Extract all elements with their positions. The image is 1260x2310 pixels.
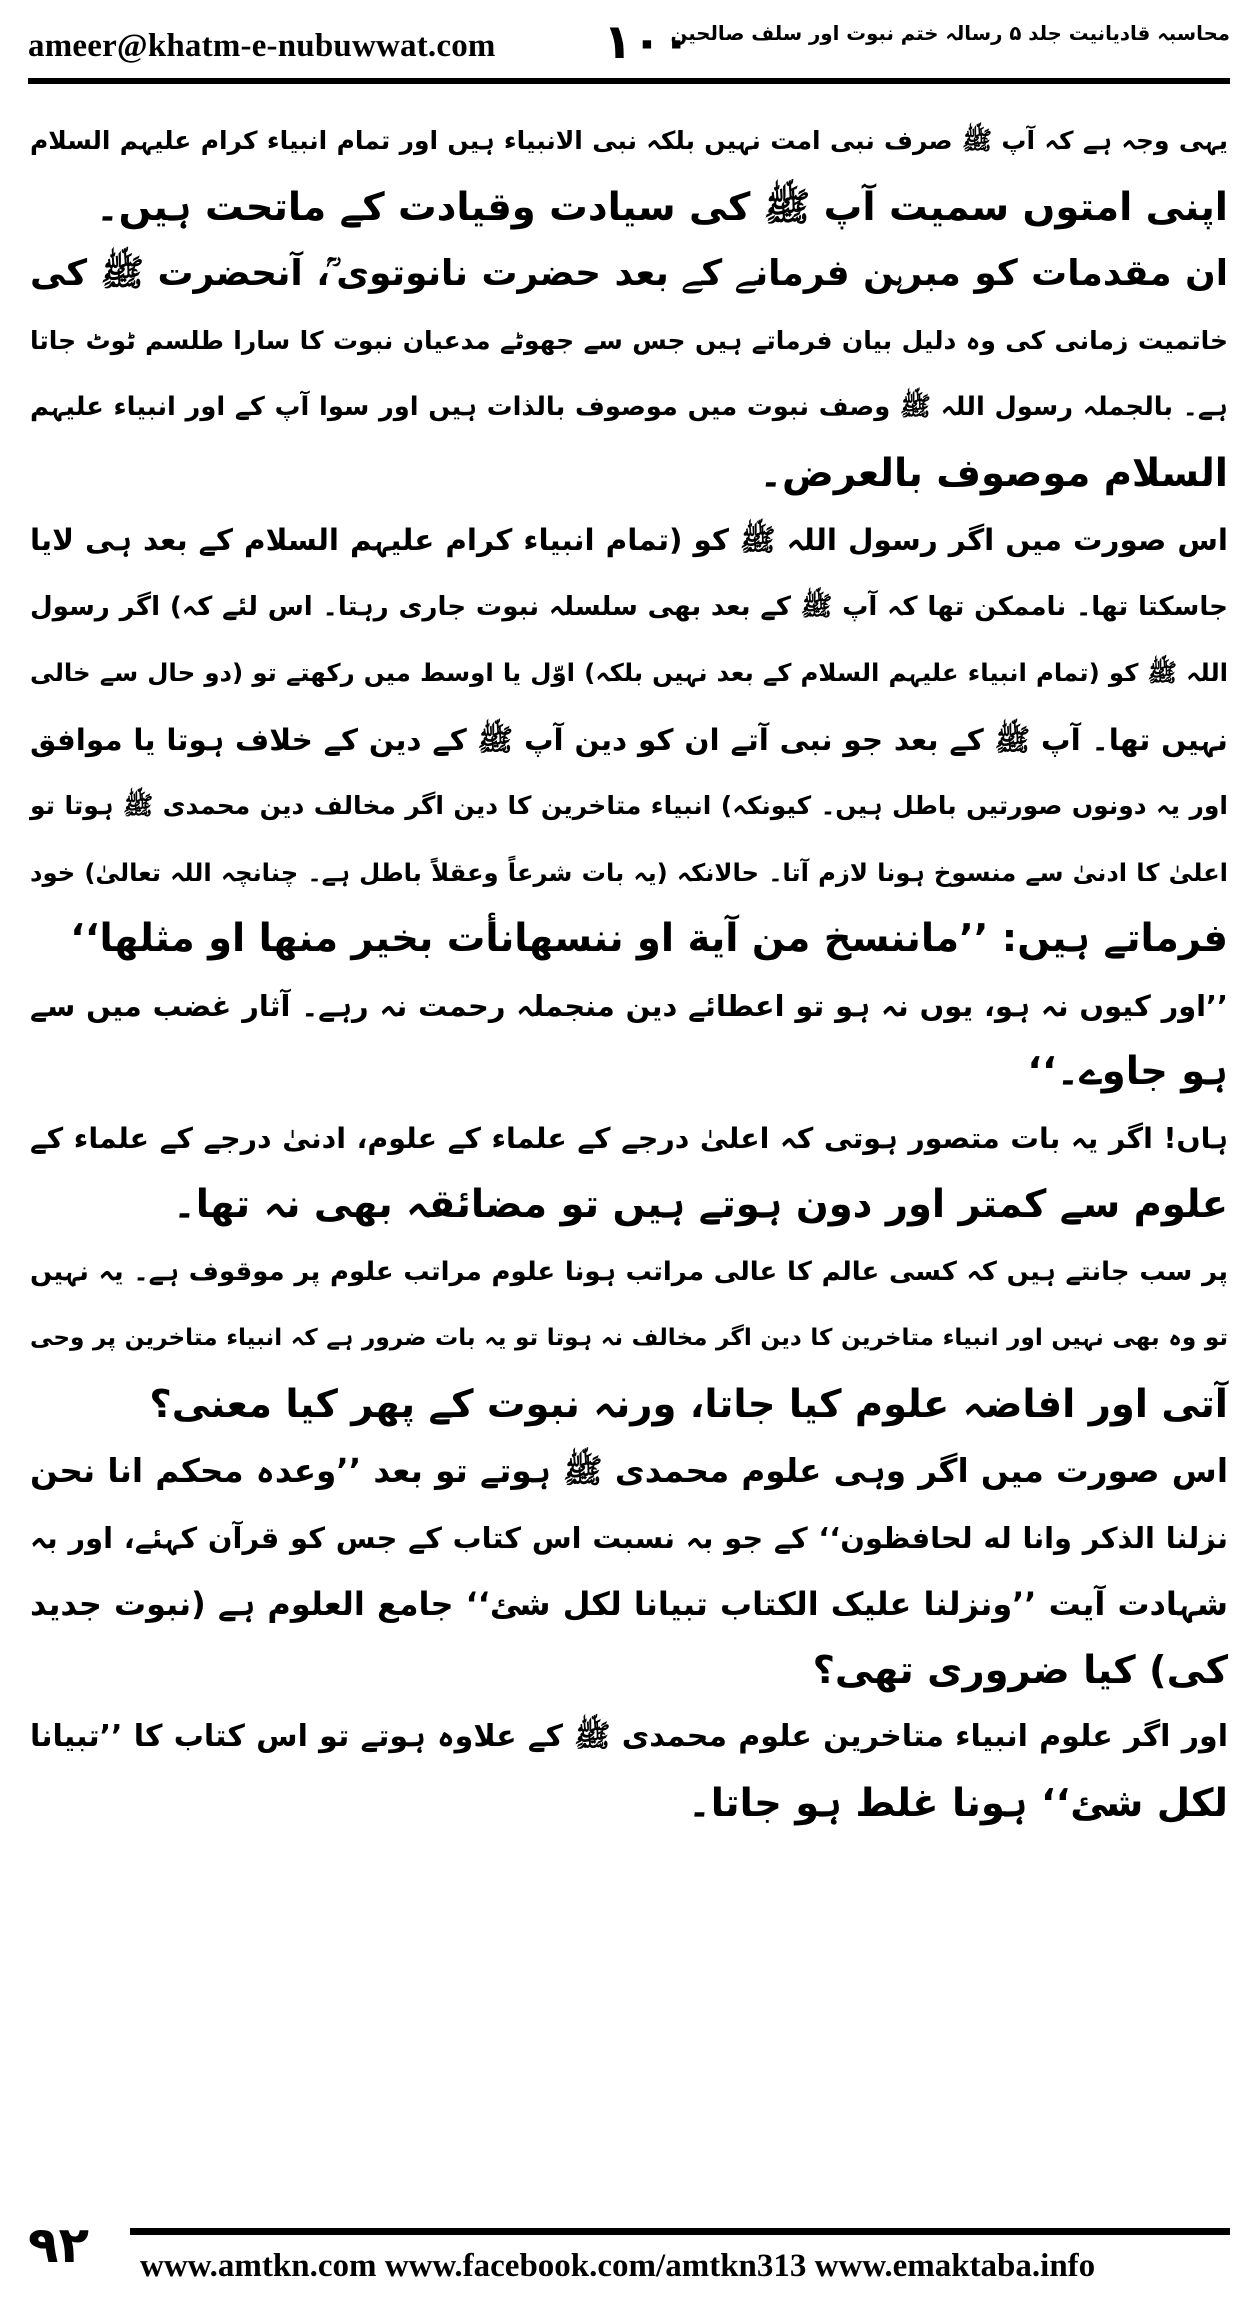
text-line: جاسکتا تھا۔ ناممکن تھا کہ آپ ﷺ کے بعد بھی سلسلہ نبوت جاری رہتا۔ اس لئے کہ) اگر رسول: [30, 591, 1228, 622]
text-line: شہادت آیت ’’ونزلنا علیک الکتاب تبیانا لکل شئ‘‘ جامع العلوم ہے (نبوت جدید: [30, 1585, 1228, 1623]
text-line: ہاں! اگر یہ بات متصور ہوتی کہ اعلیٰ درجے کے علماء کے علوم، ادنیٰ درجے کے علماء کے: [30, 1121, 1228, 1155]
text-line: ہو جاوے۔‘‘: [1027, 1049, 1228, 1094]
text-line: اور اگر علوم انبیاء متاخرین علوم محمدی ﷺ کے علاوہ ہوتے تو اس کتاب کا ’’تبیانا: [30, 1719, 1228, 1754]
footer-divider: [130, 2228, 1230, 2235]
text-line: نہیں تھا۔ آپ ﷺ کے بعد جو نبی آتے ان کو دین آپ ﷺ کے دین کے خلاف ہوتا یا موافق: [30, 722, 1228, 757]
text-line: پر سب جانتے ہیں کہ کسی عالم کا عالی مراتب ہونا علوم مراتب علوم پر موقوف ہے۔ یہ نہیں: [30, 1256, 1228, 1287]
text-line: ان مقدمات کو مبرہن فرمانے کے بعد حضرت نانوتوی ؒ، آنحضرت ﷺ کی: [30, 253, 1228, 294]
text-line: اور یہ دونوں صورتیں باطل ہیں۔ کیونکہ) انبیاء متاخرین کا دین اگر مخالف دین محمدی ﷺ ہوتا تو: [30, 791, 1228, 820]
text-line: یہی وجہ ہے کہ آپ ﷺ صرف نبی امت نہیں بلکہ نبی الانبیاء ہیں اور تمام انبیاء کرام علیہم السلام: [30, 126, 1228, 155]
header-email: ameer@khatm-e-nubuwwat.com: [28, 28, 496, 64]
text-line: اس صورت میں اگر رسول اللہ ﷺ کو (تمام انبیاء کرام علیہم السلام کے بعد ہی لایا: [30, 523, 1228, 557]
text-line: ہے۔ بالجملہ رسول اللہ ﷺ وصف نبوت میں موصوف بالذات ہیں اور سوا آپ کے اور انبیاء علیہم: [30, 392, 1228, 422]
text-line: ’’اور کیوں نہ ہو، یوں نہ ہو تو اعطائے دین منجملہ رحمت نہ رہے۔ آثار غضب میں سے: [30, 988, 1228, 1023]
text-line: اپنی امتوں سمیت آپ ﷺ کی سیادت وقیادت کے ماتحت ہیں۔: [96, 184, 1228, 230]
footer-page-number: ۹۲: [28, 2216, 90, 2274]
text-line: آتی اور افاضہ علوم کیا جاتا، ورنہ نبوت کے پھر کیا معنی؟: [149, 1381, 1228, 1427]
text-line: علوم سے کمتر اور دون ہوتے ہیں تو مضائقہ بھی نہ تھا۔: [173, 1182, 1228, 1227]
text-line: اللہ ﷺ کو (تمام انبیاء علیہم السلام کے بعد نہیں بلکہ) اوّل یا اوسط میں رکھتے تو (دو حال سے خالی: [30, 658, 1228, 687]
text-line: فرماتے ہیں: ’’ماننسخ من آیة او ننسهانأت بخیر منها او مثلها‘‘: [70, 916, 1228, 961]
header-divider: [28, 78, 1230, 84]
footer-urls: www.amtkn.com www.facebook.com/amtkn313 www.emaktaba.info: [140, 2248, 1096, 2284]
header-page-number: ۱۰۰: [603, 14, 691, 70]
text-line: اس صورت میں اگر وہی علوم محمدی ﷺ ہوتے تو بعد ’’وعدہ محکم انا نحن: [30, 1452, 1228, 1490]
header-title: محاسبہ قادیانیت جلد ۵ رسالہ ختم نبوت اور سلف صالحین: [670, 22, 1230, 45]
body-text: [30, 108, 1228, 1837]
text-line: اعلیٰ کا ادنیٰ سے منسوخ ہونا لازم آتا۔ حالانکہ (یہ بات شرعاً وعقلاً باطل ہے۔ چنانچہ اللہ تعالیٰ) خود: [30, 857, 1228, 887]
text-line: خاتمیت زمانی کی وہ دلیل بیان فرماتے ہیں جس سے جھوٹے مدعیان نبوت کا سارا طلسم ٹوٹ جاتا: [30, 325, 1228, 355]
text-line: نزلنا الذکر وانا له لحافظون‘‘ کے جو بہ نسبت اس کتاب کے جس کو قرآن کہئے، اور بہ: [30, 1520, 1228, 1555]
text-line: لکل شئ‘‘ ہونا غلط ہو جاتا۔: [688, 1780, 1228, 1826]
text-line: کی) کیا ضروری تھی؟: [812, 1647, 1228, 1693]
text-line: السلام موصوف بالعرض۔: [759, 450, 1228, 496]
page-header: [28, 14, 1230, 74]
text-line: تو وہ بھی نہیں اور انبیاء متاخرین کا دین اگر مخالف نہ ہوتا تو یہ بات ضرور ہے کہ انبیاء متاخرین پر وحی: [30, 1325, 1228, 1351]
